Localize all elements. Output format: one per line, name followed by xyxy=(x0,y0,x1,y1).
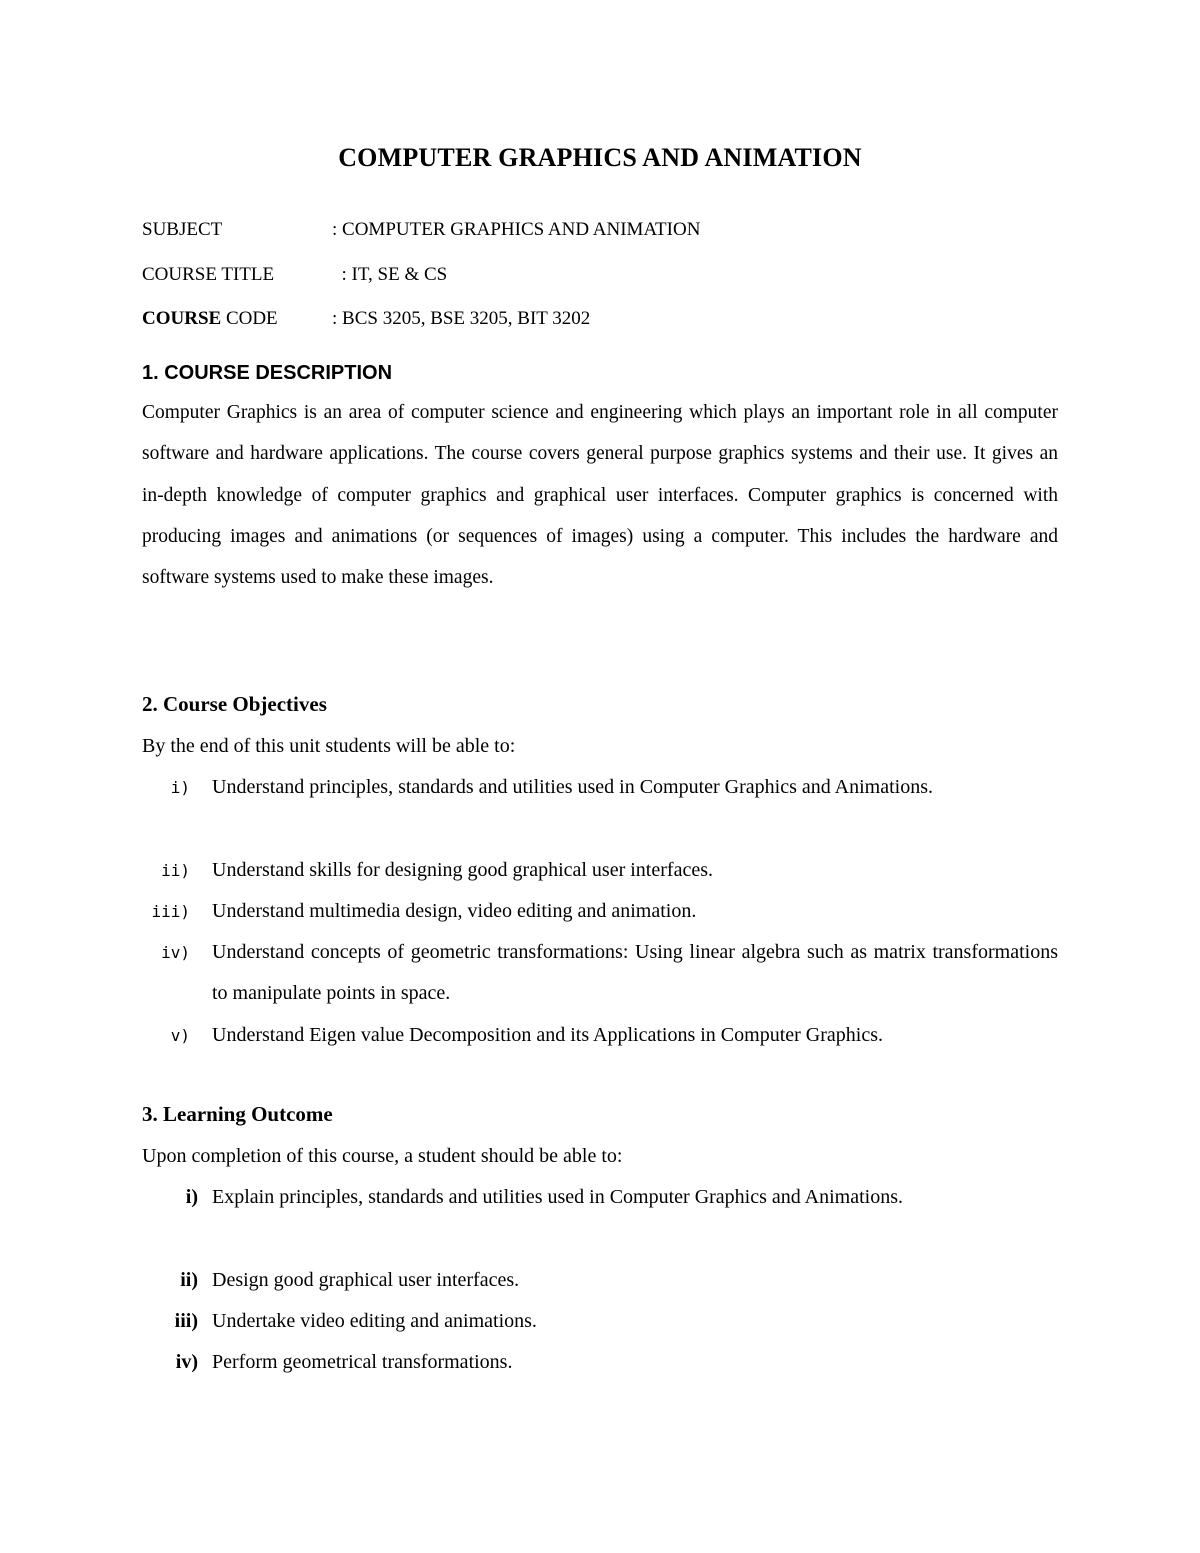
meta-label: COURSE TITLE xyxy=(142,264,275,285)
list-text: Understand skills for designing good graphical user interfaces. xyxy=(212,859,713,881)
list-number: ii) xyxy=(161,861,190,880)
section-heading-outcome: 3. Learning Outcome xyxy=(142,1102,333,1126)
list-number: ii) xyxy=(180,1269,198,1291)
list-text: Explain principles, standards and utilities used in Computer Graphics and Animations. xyxy=(212,1186,903,1208)
list-text: Perform geometrical transformations. xyxy=(212,1351,513,1373)
list-number: iv) xyxy=(161,943,190,962)
meta-label xyxy=(142,308,332,330)
list-number: iv) xyxy=(175,1351,198,1373)
outcome-intro: Upon completion of this course, a student should be able to: xyxy=(142,1145,623,1167)
meta-course-title xyxy=(142,264,448,286)
meta-label-bold: COURSE xyxy=(142,308,222,329)
list-text: Understand concepts of geometric transformations: Using linear algebra such as matrix transformations to manipulate points in space. xyxy=(212,941,1058,1005)
section-heading-objectives: 2. Course Objectives xyxy=(142,692,327,716)
list-text: Understand multimedia design, video editing and animation. xyxy=(212,900,697,922)
meta-value: : BCS 3205, BSE 3205, BIT 3202 xyxy=(332,308,591,329)
list-number: i) xyxy=(170,778,190,797)
section-heading-description: 1. COURSE DESCRIPTION xyxy=(142,362,393,384)
document-title: COMPUTER GRAPHICS AND ANIMATION xyxy=(338,143,862,172)
list-text: Understand principles, standards and utilities used in Computer Graphics and Animations. xyxy=(212,776,933,798)
list-number: v) xyxy=(170,1026,190,1045)
meta-course-code xyxy=(142,308,591,330)
course-description-paragraph xyxy=(142,392,1058,598)
list-number: iii) xyxy=(174,1310,198,1332)
list-text: Undertake video editing and animations. xyxy=(212,1310,537,1332)
meta-value: : COMPUTER GRAPHICS AND ANIMATION xyxy=(332,219,701,240)
meta-label: SUBJECT xyxy=(142,219,223,240)
meta-label-rest: CODE xyxy=(221,308,278,329)
list-number: i) xyxy=(185,1186,198,1208)
meta-subject xyxy=(142,219,701,241)
paragraph-text: Computer Graphics is an area of computer science and engineering which plays an important role in all computer software and hardware applications. The course covers general purpose graphics systems and their use. It gives an in-depth knowledge of computer graphics and graphical user interfaces. Computer graphics is concerned with producing images and animations (or sequences of images) using a computer. This includes the hardware and software systems used to make these images. xyxy=(142,402,1058,589)
objectives-intro: By the end of this unit students will be able to: xyxy=(142,735,516,757)
list-text: Design good graphical user interfaces. xyxy=(212,1269,520,1291)
list-number: iii) xyxy=(151,902,190,921)
list-text: Understand Eigen value Decomposition and its Applications in Computer Graphics. xyxy=(212,1024,883,1046)
meta-value: : IT, SE & CS xyxy=(332,264,448,285)
